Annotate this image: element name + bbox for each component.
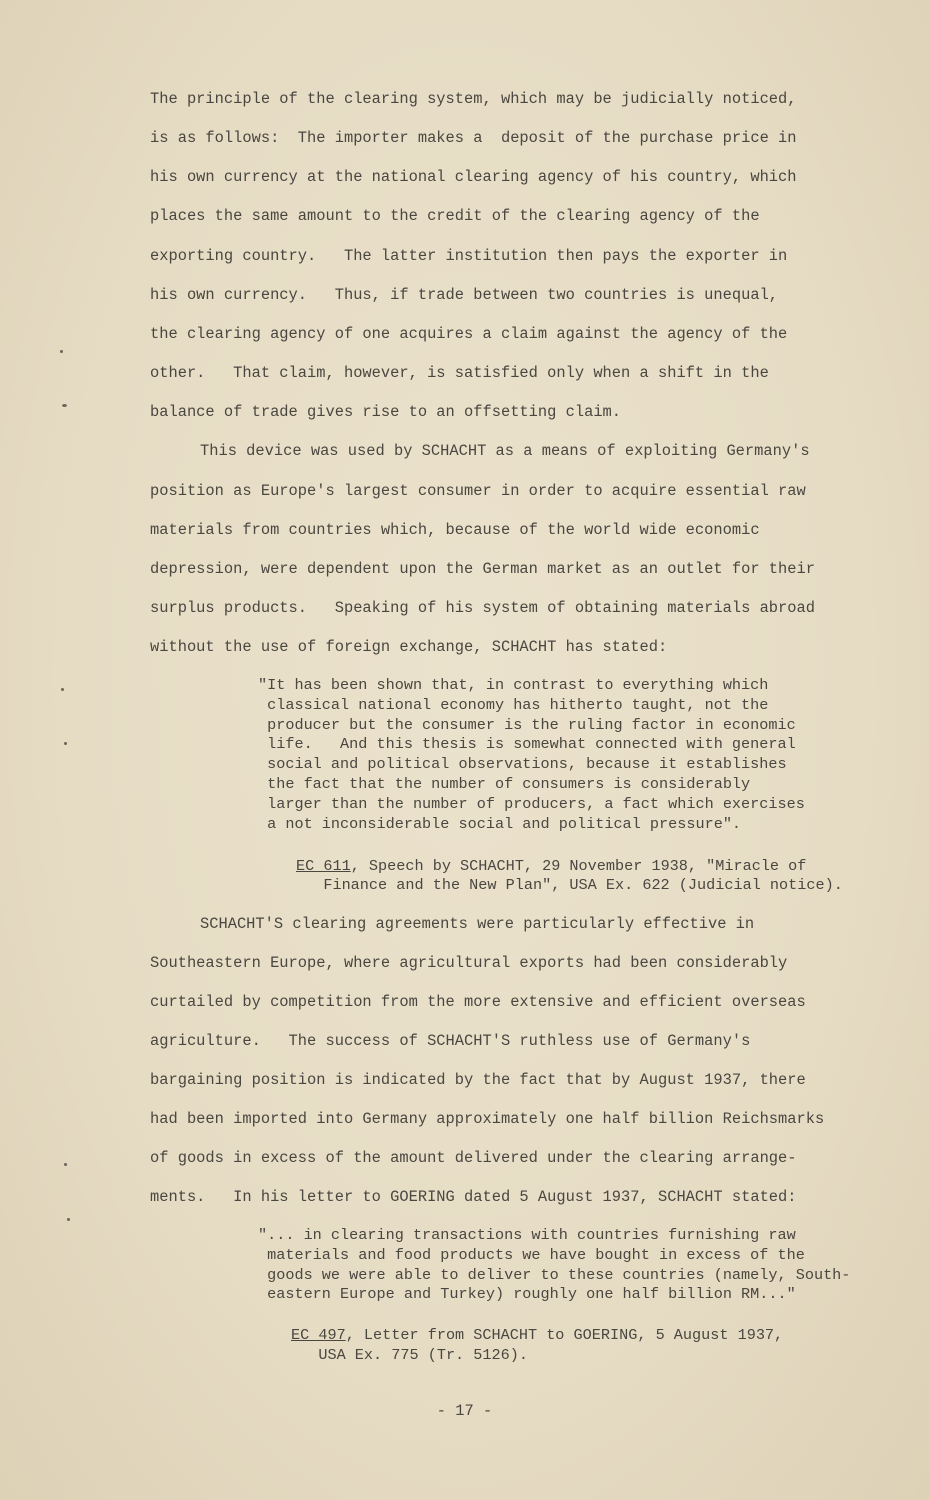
paragraph-line: depression, were dependent upon the German market as an outlet for their	[150, 560, 815, 578]
paragraph-line: curtailed by competition from the more extensive and efficient overseas	[150, 993, 806, 1011]
citation-line: USA Ex. 775 (Tr. 5126).	[291, 1346, 528, 1364]
quote-line: "... in clearing transactions with countries furnishing raw	[258, 1226, 796, 1244]
paragraph-line: agriculture. The success of SCHACHT'S ruthless use of Germany's	[150, 1032, 751, 1050]
paragraph-line: materials from countries which, because of the world wide economic	[150, 521, 760, 539]
paragraph-line: his own currency at the national clearing agency of his country, which	[150, 168, 797, 186]
scan-speck	[60, 350, 63, 353]
paragraph-line: exporting country. The latter institution then pays the exporter in	[150, 247, 788, 265]
paragraph-line: bargaining position is indicated by the fact that by August 1937, there	[150, 1071, 806, 1089]
paragraph-line: balance of trade gives rise to an offsetting claim.	[150, 403, 622, 421]
paragraph-line: SCHACHT'S clearing agreements were particularly effective in	[200, 915, 755, 933]
paragraph-line: surplus products. Speaking of his system of obtaining materials abroad	[150, 599, 815, 617]
scan-speck	[64, 1163, 67, 1166]
scan-speck	[62, 404, 67, 407]
paragraph-line: his own currency. Thus, if trade between two countries is unequal,	[150, 286, 779, 304]
quote-line: social and political observations, because it establishes	[258, 755, 787, 774]
quote-line: producer but the consumer is the ruling factor in economic	[258, 715, 796, 734]
paragraph-line: places the same amount to the credit of the clearing agency of the	[150, 207, 760, 225]
page-number: - 17 -	[436, 1402, 493, 1420]
paragraph-line: without the use of foreign exchange, SCHACHT has stated:	[150, 638, 668, 656]
citation-line	[291, 1325, 783, 1345]
scan-speck	[61, 688, 64, 691]
paragraph-line: Southeastern Europe, where agricultural exports had been considerably	[150, 954, 788, 972]
quote-line: larger than the number of producers, a fact which exercises	[258, 794, 805, 813]
paragraph-line: The principle of the clearing system, which may be judicially noticed,	[150, 90, 797, 108]
citation-ref: EC 497	[291, 1326, 346, 1344]
paragraph-line: the clearing agency of one acquires a claim against the agency of the	[150, 325, 788, 343]
quote-line: eastern Europe and Turkey) roughly one half billion RM..."	[258, 1285, 796, 1304]
paragraph-line: ments. In his letter to GOERING dated 5 August 1937, SCHACHT stated:	[150, 1188, 797, 1206]
citation-ref: EC 611	[296, 857, 351, 875]
quote-line: classical national economy has hitherto taught, not the	[258, 695, 769, 714]
paragraph-line: is as follows: The importer makes a deposit of the purchase price in	[150, 129, 797, 147]
citation-text: , Speech by SCHACHT, 29 November 1938, "Miracle of	[350, 857, 807, 875]
quote-line: materials and food products we have bought in excess of the	[258, 1245, 805, 1264]
quote-line: life. And this thesis is somewhat connected with general	[258, 735, 796, 754]
paragraph-line: of goods in excess of the amount delivered under the clearing arrange-	[150, 1149, 797, 1167]
paragraph-line: position as Europe's largest consumer in order to acquire essential raw	[150, 482, 806, 500]
citation-line: Finance and the New Plan", USA Ex. 622 (Judicial notice).	[296, 876, 843, 894]
quote-line: the fact that the number of consumers is considerably	[258, 774, 751, 793]
quote-line: goods we were able to deliver to these countries (namely, South-	[258, 1265, 851, 1284]
citation-text: , Letter from SCHACHT to GOERING, 5 August 1937,	[345, 1326, 784, 1344]
scan-speck	[64, 742, 67, 745]
scan-speck	[67, 1218, 70, 1221]
quote-line: "It has been shown that, in contrast to everything which	[258, 676, 769, 694]
citation-line	[296, 856, 806, 876]
block-quote-1	[258, 676, 858, 834]
paragraph-line: had been imported into Germany approximately one half billion Reichsmarks	[150, 1110, 825, 1128]
paragraph-line: This device was used by SCHACHT as a means of exploiting Germany's	[200, 442, 810, 460]
block-quote-2	[258, 1226, 898, 1305]
quote-line: a not inconsiderable social and political pressure".	[258, 814, 742, 833]
paragraph-line: other. That claim, however, is satisfied only when a shift in the	[150, 364, 769, 382]
